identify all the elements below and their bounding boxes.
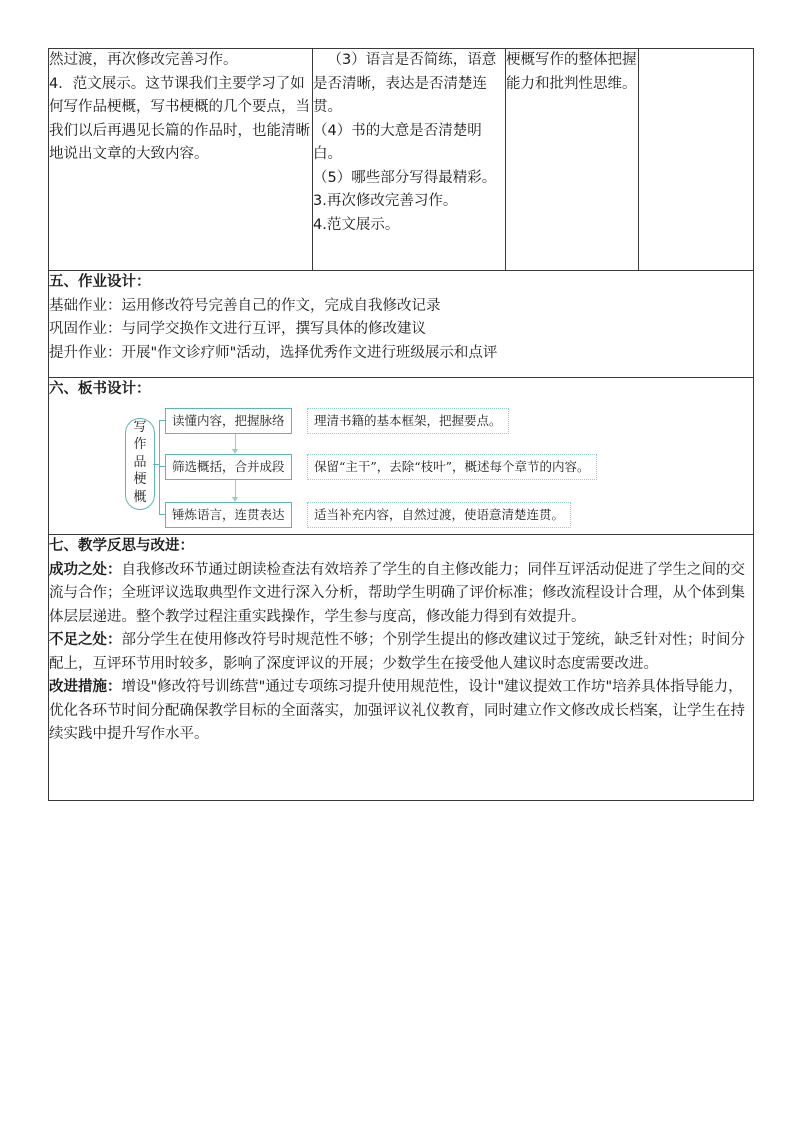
improve-label: 改进措施： bbox=[49, 679, 122, 695]
board-note-box: 理清书籍的基本框架，把握要点。 bbox=[307, 408, 509, 434]
design-intent-cell bbox=[506, 49, 639, 271]
section-title: 七、教学反思与改进： bbox=[49, 538, 194, 554]
section-title: 六、板书设计： bbox=[49, 381, 151, 397]
lesson-plan-table bbox=[48, 48, 754, 801]
homework-section bbox=[49, 271, 754, 378]
text-line: 梗概写作的整体把握能力和批判性思维。 bbox=[506, 52, 637, 92]
board-row bbox=[49, 378, 754, 535]
down-arrow-icon bbox=[235, 434, 236, 449]
teacher-activity-cell bbox=[49, 49, 313, 271]
homework-line: 提升作业：开展"作文诊疗师"活动，选择优秀作文进行班级展示和点评 bbox=[49, 344, 498, 361]
reflection-row bbox=[49, 535, 754, 801]
weak-text: 部分学生在使用修改符号时规范性不够；个别学生提出的修改建议过于笼统，缺乏针对性；时间分配上，互评环节用时较多，影响了深度评议的开展；少数学生在接受他人建议时态度需要改进。 bbox=[49, 632, 745, 672]
board-char: 写 bbox=[133, 419, 147, 435]
section-title: 五、作业设计： bbox=[49, 274, 151, 290]
improve-text: 增设"修改符号训练营"通过专项练习提升使用规范性，设计"建议提效工作坊"培养具体指导能力，优化各环节时间分配确保教学目标的全面落实，加强评议礼仪教育，同时建立作文修改成长档案，让学生在持续实践中提升写作水平。 bbox=[49, 679, 745, 742]
down-arrow-icon bbox=[235, 480, 236, 497]
connector-line bbox=[153, 464, 159, 465]
reflection-section bbox=[49, 535, 754, 801]
board-step-box: 筛选概括，合并成段 bbox=[165, 454, 292, 480]
improve-paragraph bbox=[49, 676, 753, 747]
text-line: （3）语言是否简练，语意是否清晰，表达是否清楚连贯。 bbox=[313, 52, 497, 115]
board-diagram bbox=[41, 376, 753, 522]
text-line: 4．范文展示。这节课我们主要学习了如何写作品梗概，写书梗概的几个要点，当我们以后再遇见长篇的作品时，也能清晰地说出文章的大致内容。 bbox=[49, 75, 310, 162]
homework-row bbox=[49, 271, 754, 378]
board-note-box: 保留“主干”，去除“枝叶”，概述每个章节的内容。 bbox=[307, 454, 597, 480]
process-row bbox=[49, 49, 754, 271]
text-line: （4）书的大意是否清楚明白。 bbox=[313, 122, 482, 162]
board-step-box: 读懂内容，把握脉络 bbox=[165, 408, 292, 434]
board-center-oval bbox=[125, 418, 155, 510]
text-line: （5）哪些部分写得最精彩。 bbox=[313, 169, 497, 186]
success-paragraph bbox=[49, 559, 753, 630]
board-char: 梗 bbox=[133, 472, 147, 487]
student-activity-cell bbox=[313, 49, 506, 271]
lesson-plan-page bbox=[48, 48, 752, 801]
board-char: 作 bbox=[133, 437, 147, 452]
board-step-box: 锤炼语言，连贯表达 bbox=[165, 502, 292, 528]
text-line: 4.范文展示。 bbox=[313, 216, 400, 233]
homework-line: 基础作业：运用修改符号完善自己的作文，完成自我修改记录 bbox=[49, 297, 441, 314]
success-label: 成功之处： bbox=[49, 561, 122, 578]
empty-cell bbox=[639, 49, 754, 271]
homework-line: 巩固作业：与同学交换作文进行互评，撰写具体的修改建议 bbox=[49, 321, 426, 337]
success-text: 自我修改环节通过朗读检查法有效培养了学生的自主修改能力；同伴互评活动促进了学生之间的交流与合作；全班评议选取典型作文进行深入分析，帮助学生明确了评价标准；修改流程设计合理，从个体到集体层层递进。整个教学过程注重实践操作，学生参与度高，修改能力得到有效提升。 bbox=[49, 561, 745, 625]
text-line: 3.再次修改完善习作。 bbox=[313, 193, 458, 209]
board-section bbox=[49, 378, 754, 535]
weak-paragraph bbox=[49, 629, 753, 676]
board-char: 品 bbox=[133, 454, 147, 470]
board-note-box: 适当补充内容，自然过渡，使语意清楚连贯。 bbox=[307, 502, 571, 528]
weak-label: 不足之处： bbox=[49, 632, 122, 648]
board-char: 概 bbox=[133, 489, 147, 505]
text-line: 然过渡，再次修改完善习作。 bbox=[49, 52, 238, 68]
